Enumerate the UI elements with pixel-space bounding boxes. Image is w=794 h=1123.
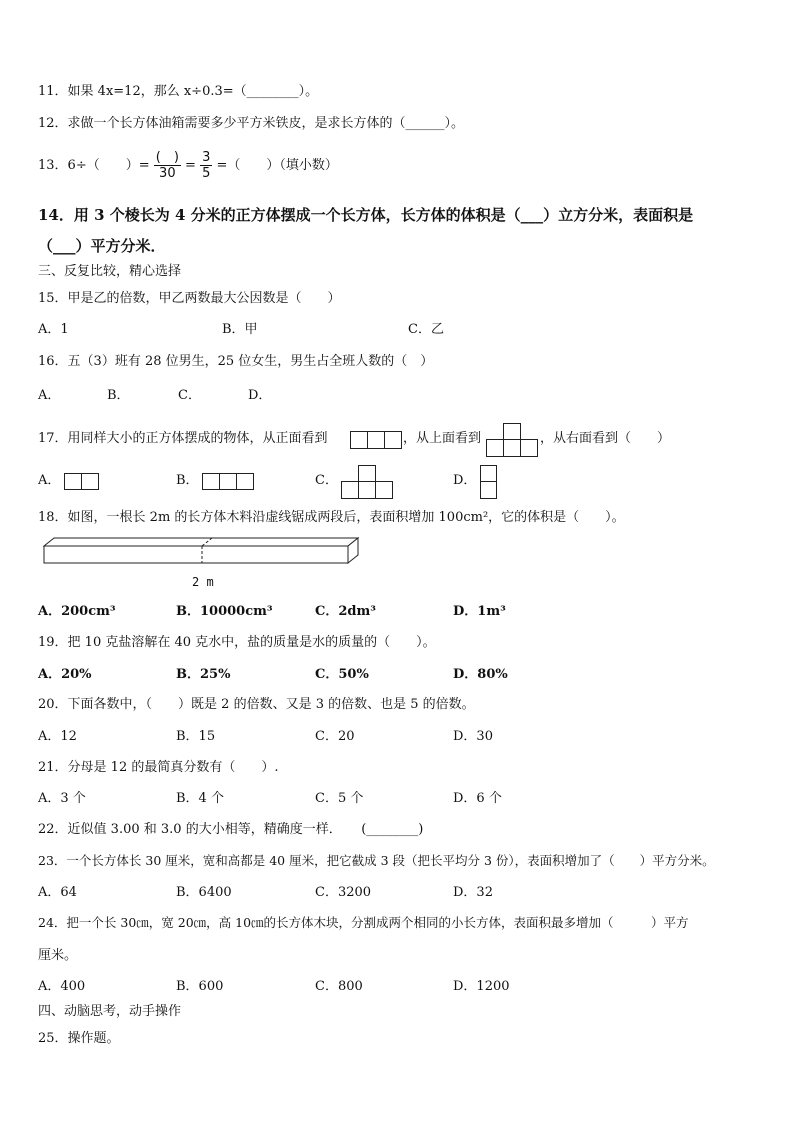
- question-16: 16．五（3）班有 28 位男生，25 位女生，男生占全班人数的（ ）: [38, 354, 434, 369]
- front-view-cell: [384, 431, 402, 449]
- top-view-cell: [520, 439, 538, 457]
- question-13-lead: 13．6÷（ ）=: [38, 158, 150, 173]
- front-view-figure: [350, 431, 402, 449]
- question-13-tail: =（ ）（填小数）: [216, 158, 338, 173]
- question-17-part-1: 17．用同样大小的正方体摆成的物体，从正面看到: [38, 431, 328, 446]
- q20-option-a: A．12: [38, 729, 77, 744]
- q17-option-c-figure: [341, 465, 393, 499]
- q18-option-c: C．2dm³: [315, 604, 376, 619]
- fraction-1-numerator: ( ): [155, 150, 179, 165]
- fraction-2-numerator: 3: [202, 150, 211, 165]
- question-13: [38, 150, 338, 181]
- q24-option-a: A．400: [38, 979, 86, 994]
- option-d-cell: [480, 465, 497, 482]
- q18-option-d: D．1m³: [453, 604, 506, 619]
- q15-option-c: C．乙: [408, 322, 444, 337]
- section-4-heading: 四、动脑思考，动手操作: [38, 1004, 182, 1019]
- q19-option-b: B．25%: [176, 667, 231, 682]
- q15-option-a: A．1: [38, 322, 69, 337]
- q21-option-c: C．5 个: [315, 791, 364, 806]
- front-view-cell: [350, 431, 368, 449]
- option-d-cell: [480, 481, 497, 499]
- question-12: 12．求做一个长方体油箱需要多少平方米铁皮，是求长方体的（______）。: [38, 116, 465, 131]
- question-22: 22．近似值 3.00 和 3.0 的大小相等，精确度一样． (________): [38, 822, 424, 837]
- top-view-cell: [486, 439, 504, 457]
- option-c-cell: [358, 465, 376, 482]
- option-b-cell: [202, 473, 220, 490]
- option-b-cell: [219, 473, 237, 490]
- option-a-cell: [64, 473, 82, 490]
- q21-option-d: D．6 个: [453, 791, 502, 806]
- q21-option-b: B．4 个: [176, 791, 224, 806]
- q24-option-c: C．800: [315, 979, 363, 994]
- q20-option-d: D．30: [453, 729, 493, 744]
- top-view-cell: [503, 439, 521, 457]
- option-b-cell: [236, 473, 254, 490]
- question-17-part-3: ，从右面看到（ ）: [540, 431, 671, 446]
- q20-option-b: B．15: [176, 729, 216, 744]
- q19-option-c: C．50%: [315, 667, 369, 682]
- question-20: 20．下面各数中，（ ）既是 2 的倍数、又是 3 的倍数、也是 5 的倍数。: [38, 697, 475, 712]
- q24-option-d: D．1200: [453, 979, 510, 994]
- question-24-line-1: 24．把一个长 30㎝，宽 20㎝，高 10㎝的长方体木块，分割成两个相同的小长方体，表面积最多增加（ ）平方: [38, 915, 689, 930]
- question-25: 25．操作题。: [38, 1031, 120, 1046]
- question-17-part-2: ，从上面看到: [403, 431, 482, 446]
- q18-option-a: A．200cm³: [38, 604, 116, 619]
- question-14-line-1: 14．用 3 个棱长为 4 分米的正方体摆成一个长方体，长方体的体积是（___）立方分米，表面积是: [38, 206, 694, 224]
- wood-beam-figure: [40, 536, 362, 568]
- question-18: 18．如图，一根长 2m 的长方体木料沿虚线锯成两段后，表面积增加 100cm²，它的体积是（ ）。: [38, 510, 625, 525]
- q17-option-d-figure: [480, 465, 497, 499]
- question-24-line-2: 厘米。: [38, 948, 78, 963]
- q17-option-b-figure: [202, 473, 254, 490]
- option-a-cell: [81, 473, 99, 490]
- fraction-2-denominator: 5: [202, 166, 211, 181]
- q21-option-a: A．3 个: [38, 791, 86, 806]
- q17-option-a-figure: [64, 473, 99, 490]
- q23-option-a: A．64: [38, 885, 77, 900]
- top-view-figure: [486, 423, 538, 457]
- question-11: 11．如果 4x=12，那么 x÷0.3=（________）。: [38, 84, 319, 99]
- q19-option-d: D．80%: [453, 667, 508, 682]
- fraction-blank-over-30: [154, 150, 181, 181]
- option-c-cell: [358, 481, 376, 499]
- q23-option-c: C．3200: [315, 885, 372, 900]
- q17-option-a: A．: [38, 473, 61, 488]
- q20-option-c: C．20: [315, 729, 355, 744]
- q23-option-b: B．6400: [176, 885, 232, 900]
- q17-option-c: C．: [315, 473, 338, 488]
- section-3-heading: 三、反复比较，精心选择: [38, 264, 182, 279]
- q17-option-b: B．: [176, 473, 199, 488]
- q15-option-b: B．甲: [222, 322, 258, 337]
- question-21: 21．分母是 12 的最简真分数有（ ）.: [38, 760, 279, 775]
- q19-option-a: A．20%: [38, 667, 92, 682]
- question-23: 23．一个长方体长 30 厘米，宽和高都是 40 厘米，把它截成 3 段（把长平均分 3 份），表面积增加了（ ）平方分米。: [38, 853, 715, 868]
- equals-sign: =: [185, 158, 196, 173]
- question-15: 15．甲是乙的倍数，甲乙两数最大公因数是（ ）: [38, 291, 341, 306]
- q17-option-d: D．: [453, 473, 477, 488]
- option-c-cell: [375, 481, 393, 499]
- q16-option-b: B．: [107, 388, 130, 403]
- q18-option-b: B．10000cm³: [176, 604, 273, 619]
- fraction-1-denominator: 30: [159, 166, 176, 181]
- q23-option-d: D．32: [453, 885, 493, 900]
- q16-option-d: D．: [248, 388, 272, 403]
- question-19: 19．把 10 克盐溶解在 40 克水中，盐的质量是水的质量的（ ）。: [38, 635, 436, 650]
- question-14-line-2: （___）平方分米．: [38, 237, 166, 255]
- q24-option-b: B．600: [176, 979, 224, 994]
- front-view-cell: [367, 431, 385, 449]
- fraction-3-over-5: [200, 150, 212, 181]
- q16-option-c: C．: [178, 388, 201, 403]
- q16-option-a: A．: [38, 388, 61, 403]
- option-c-cell: [341, 481, 359, 499]
- top-view-cell: [503, 423, 521, 440]
- beam-length-label: 2 m: [192, 575, 214, 589]
